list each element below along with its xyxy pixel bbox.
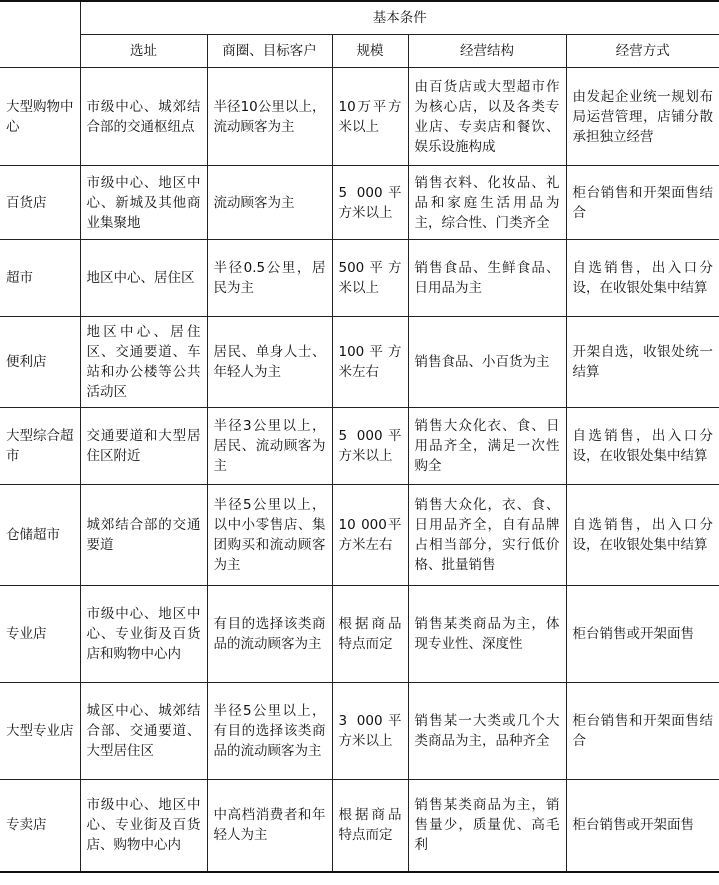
row-type: 大型购物中心 <box>0 68 80 166</box>
row-mode: 柜台销售或开架面售 <box>566 586 719 683</box>
row-site: 市级中心、地区中心、专业街及百货店和购物中心内 <box>80 586 207 683</box>
row-type: 大型专业店 <box>0 683 80 780</box>
row-site: 城郊结合部的交通要道 <box>80 485 207 586</box>
header-site: 选址 <box>80 35 207 68</box>
row-mode: 由发起企业统一规划布局运营管理，店铺分散承担独立经营 <box>566 68 719 166</box>
row-mode: 自选销售，出入口分设，在收银处集中结算 <box>566 408 719 485</box>
row-structure: 销售食品、生鲜食品、日用品为主 <box>408 240 566 317</box>
row-site: 城区中心、城郊结合部、交通要道、大型居住区 <box>80 683 207 780</box>
row-site: 地区中心、居住区 <box>80 240 207 317</box>
row-type: 专卖店 <box>0 780 80 872</box>
row-site: 市级中心、城郊结合部的交通枢纽点 <box>80 68 207 166</box>
row-scale: 3 000平方米以上 <box>332 683 408 780</box>
row-mode: 柜台销售和开架面售结合 <box>566 683 719 780</box>
header-scale: 规模 <box>332 35 408 68</box>
row-scale: 5 000平方米以上 <box>332 408 408 485</box>
row-structure: 销售衣料、化妆品、礼品和家庭生活用品为主，综合性、门类齐全 <box>408 166 566 240</box>
row-mode: 柜台销售或开架面售 <box>566 780 719 872</box>
row-mode: 开架自选，收银处统一结算 <box>566 317 719 408</box>
row-trade-area: 有目的选择该类商品的流动顾客为主 <box>207 586 332 683</box>
row-scale: 5 000平方米以上 <box>332 166 408 240</box>
row-scale: 根据商品特点而定 <box>332 586 408 683</box>
row-type: 便利店 <box>0 317 80 408</box>
row-trade-area: 半径5公里以上，有目的选择该类商品的流动顾客为主 <box>207 683 332 780</box>
row-type: 仓储超市 <box>0 485 80 586</box>
row-scale: 根据商品特点而定 <box>332 780 408 872</box>
row-trade-area: 半径0.5公里，居民为主 <box>207 240 332 317</box>
row-type: 超市 <box>0 240 80 317</box>
table-row <box>0 68 719 166</box>
row-scale: 10 000平方米左右 <box>332 485 408 586</box>
row-type: 百货店 <box>0 166 80 240</box>
row-site: 地区中心、居住区、交通要道、车站和办公楼等公共活动区 <box>80 317 207 408</box>
table-row <box>0 317 719 408</box>
header-row-columns <box>0 35 719 68</box>
row-structure: 由百货店或大型超市作为核心店，以及各类专业店、专卖店和餐饮、娱乐设施构成 <box>408 68 566 166</box>
row-site: 市级中心、地区中心、新城及其他商业集聚地 <box>80 166 207 240</box>
row-trade-area: 半径5公里以上，以中小零售店、集团购买和流动顾客为主 <box>207 485 332 586</box>
row-trade-area: 半径3公里以上，居民、流动顾客为主 <box>207 408 332 485</box>
header-basic-conditions: 基本条件 <box>80 1 719 35</box>
header-trade-area: 商圈、目标客户 <box>207 35 332 68</box>
table-row <box>0 408 719 485</box>
row-mode: 自选销售，出入口分设，在收银处集中结算 <box>566 240 719 317</box>
table-row <box>0 780 719 872</box>
row-scale: 10万平方米以上 <box>332 68 408 166</box>
row-trade-area: 居民、单身人士、年轻人为主 <box>207 317 332 408</box>
header-structure: 经营结构 <box>408 35 566 68</box>
table-row <box>0 485 719 586</box>
row-structure: 销售某一大类或几个大类商品为主，品种齐全 <box>408 683 566 780</box>
table-row <box>0 240 719 317</box>
header-mode: 经营方式 <box>566 35 719 68</box>
table-row <box>0 586 719 683</box>
row-trade-area: 半径10公里以上，流动顾客为主 <box>207 68 332 166</box>
row-structure: 销售大众化，衣、食、日用品齐全，自有品牌占相当部分，实行低价格、批量销售 <box>408 485 566 586</box>
row-trade-area: 流动顾客为主 <box>207 166 332 240</box>
row-structure: 销售某类商品为主，销售量少，质量优、高毛利 <box>408 780 566 872</box>
row-site: 交通要道和大型居住区附近 <box>80 408 207 485</box>
row-structure: 销售大众化衣、食、日用品齐全，满足一次性购全 <box>408 408 566 485</box>
header-row-group <box>0 1 719 35</box>
row-scale: 500平方米以上 <box>332 240 408 317</box>
row-type: 大型综合超市 <box>0 408 80 485</box>
table-row <box>0 166 719 240</box>
table-row <box>0 683 719 780</box>
row-scale: 100平方米左右 <box>332 317 408 408</box>
row-mode: 自选销售，出入口分设，在收银处集中结算 <box>566 485 719 586</box>
row-site: 市级中心、地区中心、专业街及百货店、购物中心内 <box>80 780 207 872</box>
row-trade-area: 中高档消费者和年轻人为主 <box>207 780 332 872</box>
row-mode: 柜台销售和开架面售结合 <box>566 166 719 240</box>
header-corner <box>0 1 80 68</box>
row-structure: 销售食品、小百货为主 <box>408 317 566 408</box>
row-type: 专业店 <box>0 586 80 683</box>
row-structure: 销售某类商品为主，体现专业性、深度性 <box>408 586 566 683</box>
